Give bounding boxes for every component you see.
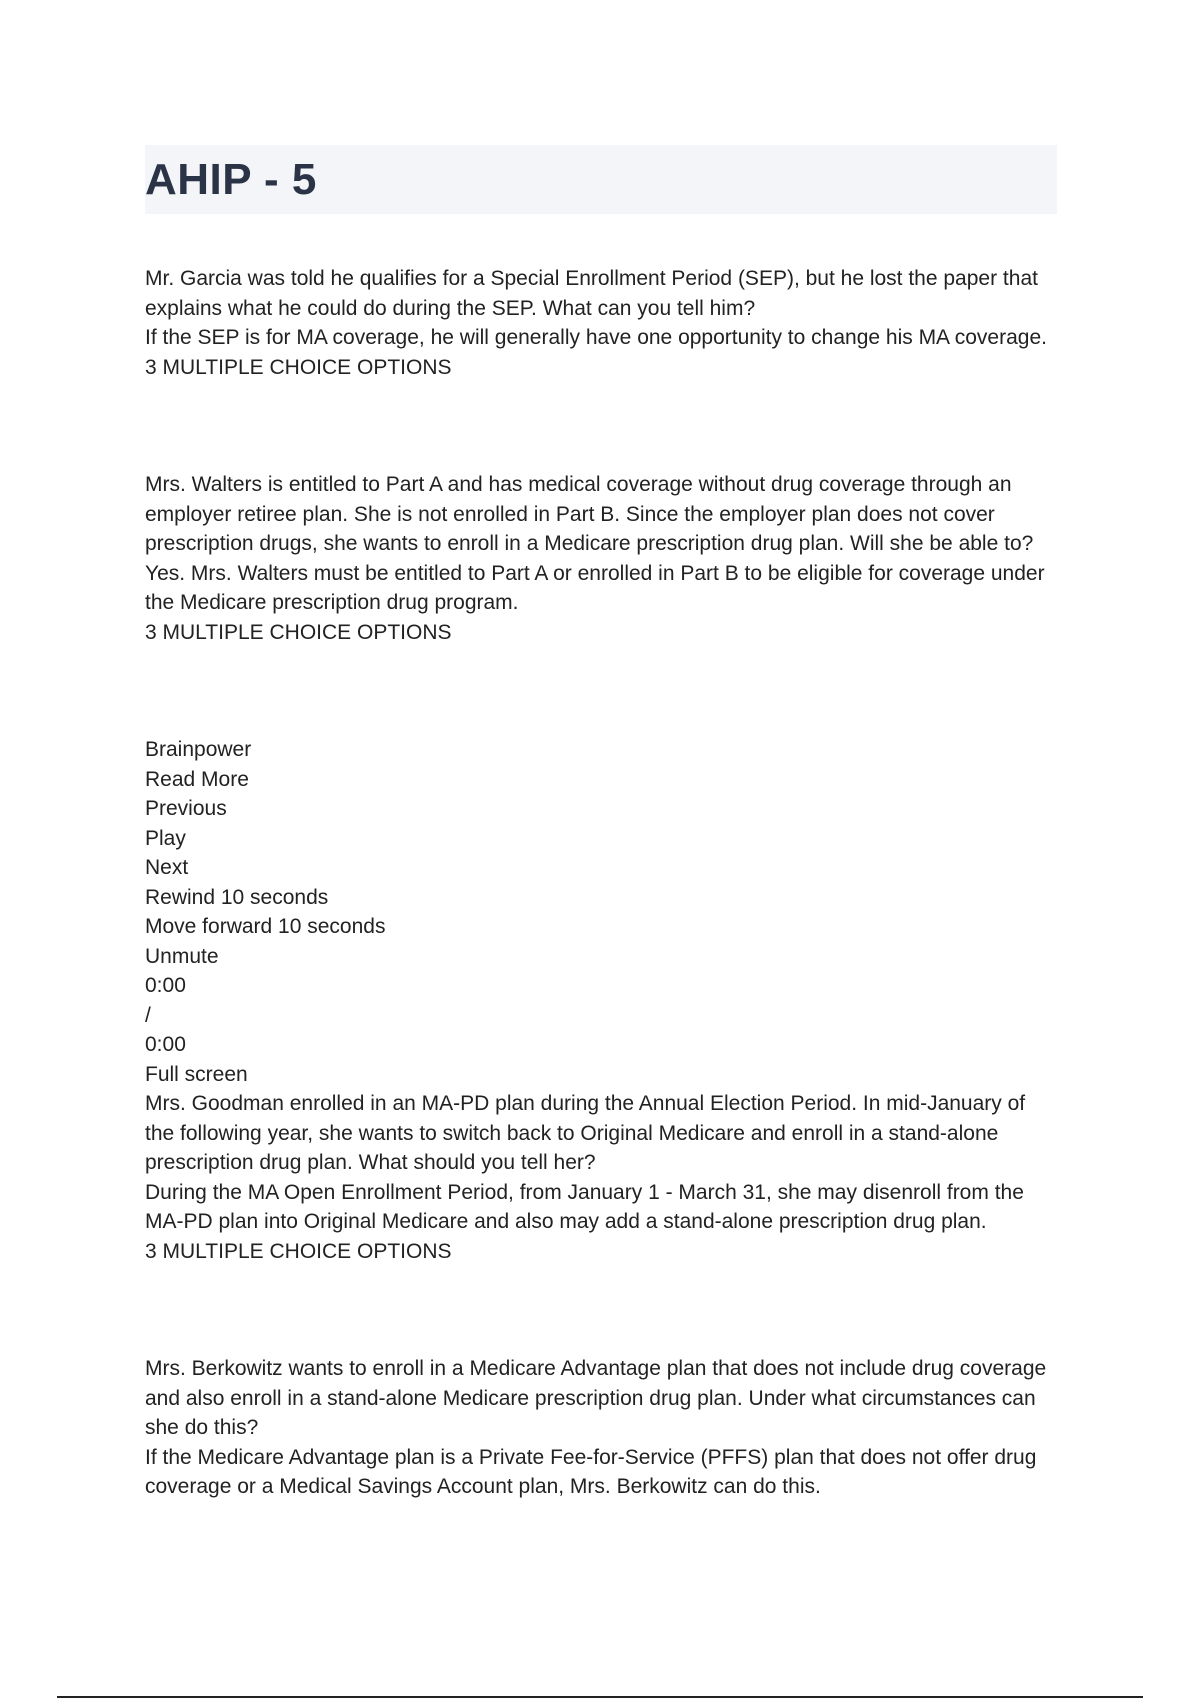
options-note: 3 MULTIPLE CHOICE OPTIONS [145, 355, 452, 379]
page-title: AHIP - 5 [145, 154, 317, 204]
question-text: Mr. Garcia was told he qualifies for a Special Enrollment Period (SEP), but he lost the paper that explains what he could do during the SEP. What can you tell him? [145, 267, 1038, 320]
answer-text: Yes. Mrs. Walters must be entitled to Part A or enrolled in Part B to be eligible for coverage under the Medicare prescription drug program. [145, 561, 1045, 614]
document-content [145, 264, 1057, 1502]
video-player-text [145, 735, 1057, 1089]
current-time: 0:00 [145, 974, 186, 997]
document-page [145, 145, 1057, 1502]
rewind-button[interactable]: Rewind 10 seconds [145, 885, 329, 909]
answer-text: During the MA Open Enrollment Period, from January 1 - March 31, she may disenroll from the MA-PD plan into Original Medicare and also may add a stand-alone prescription drug plan. [145, 1180, 1024, 1233]
options-note: 3 MULTIPLE CHOICE OPTIONS [145, 1239, 452, 1263]
title-banner [145, 145, 1057, 214]
time-separator: / [145, 1003, 151, 1027]
fullscreen-button[interactable]: Full screen [145, 1062, 248, 1086]
forward-button[interactable]: Move forward 10 seconds [145, 915, 386, 938]
question-text: Mrs. Berkowitz wants to enroll in a Medicare Advantage plan that does not include drug coverage and also enroll in a stand-alone Medicare prescription drug plan. Under what circumstances can she do this? [145, 1357, 1047, 1439]
qa-item-2 [145, 470, 1057, 647]
unmute-button[interactable]: Unmute [145, 944, 219, 968]
page-bottom-divider [57, 1696, 1143, 1698]
play-button[interactable]: Play [145, 826, 186, 850]
qa-item-4 [145, 1354, 1057, 1502]
previous-button[interactable]: Previous [145, 797, 227, 820]
duration-time: 0:00 [145, 1033, 186, 1056]
read-more-link[interactable]: Read More [145, 767, 249, 791]
answer-text: If the Medicare Advantage plan is a Private Fee-for-Service (PFFS) plan that does not offer drug coverage or a Medical Savings Account plan, Mrs. Berkowitz can do this. [145, 1445, 1037, 1498]
question-text: Mrs. Goodman enrolled in an MA-PD plan during the Annual Election Period. In mid-January of the following year, she wants to switch back to Original Medicare and enroll in a stand-alone prescription drug plan. What should you tell her? [145, 1092, 1026, 1174]
question-text: Mrs. Walters is entitled to Part A and has medical coverage without drug coverage through an employer retiree plan. She is not enrolled in Part B. Since the employer plan does not cover prescription drugs, she wants to enroll in a Medicare prescription drug plan. Will she be able to? [145, 473, 1034, 555]
answer-text: If the SEP is for MA coverage, he will generally have one opportunity to change his MA coverage. [145, 326, 1047, 349]
next-button[interactable]: Next [145, 856, 189, 879]
player-brand-label: Brainpower [145, 738, 252, 761]
qa-item-3 [145, 1089, 1057, 1266]
options-note: 3 MULTIPLE CHOICE OPTIONS [145, 620, 452, 644]
qa-item-1 [145, 264, 1057, 382]
